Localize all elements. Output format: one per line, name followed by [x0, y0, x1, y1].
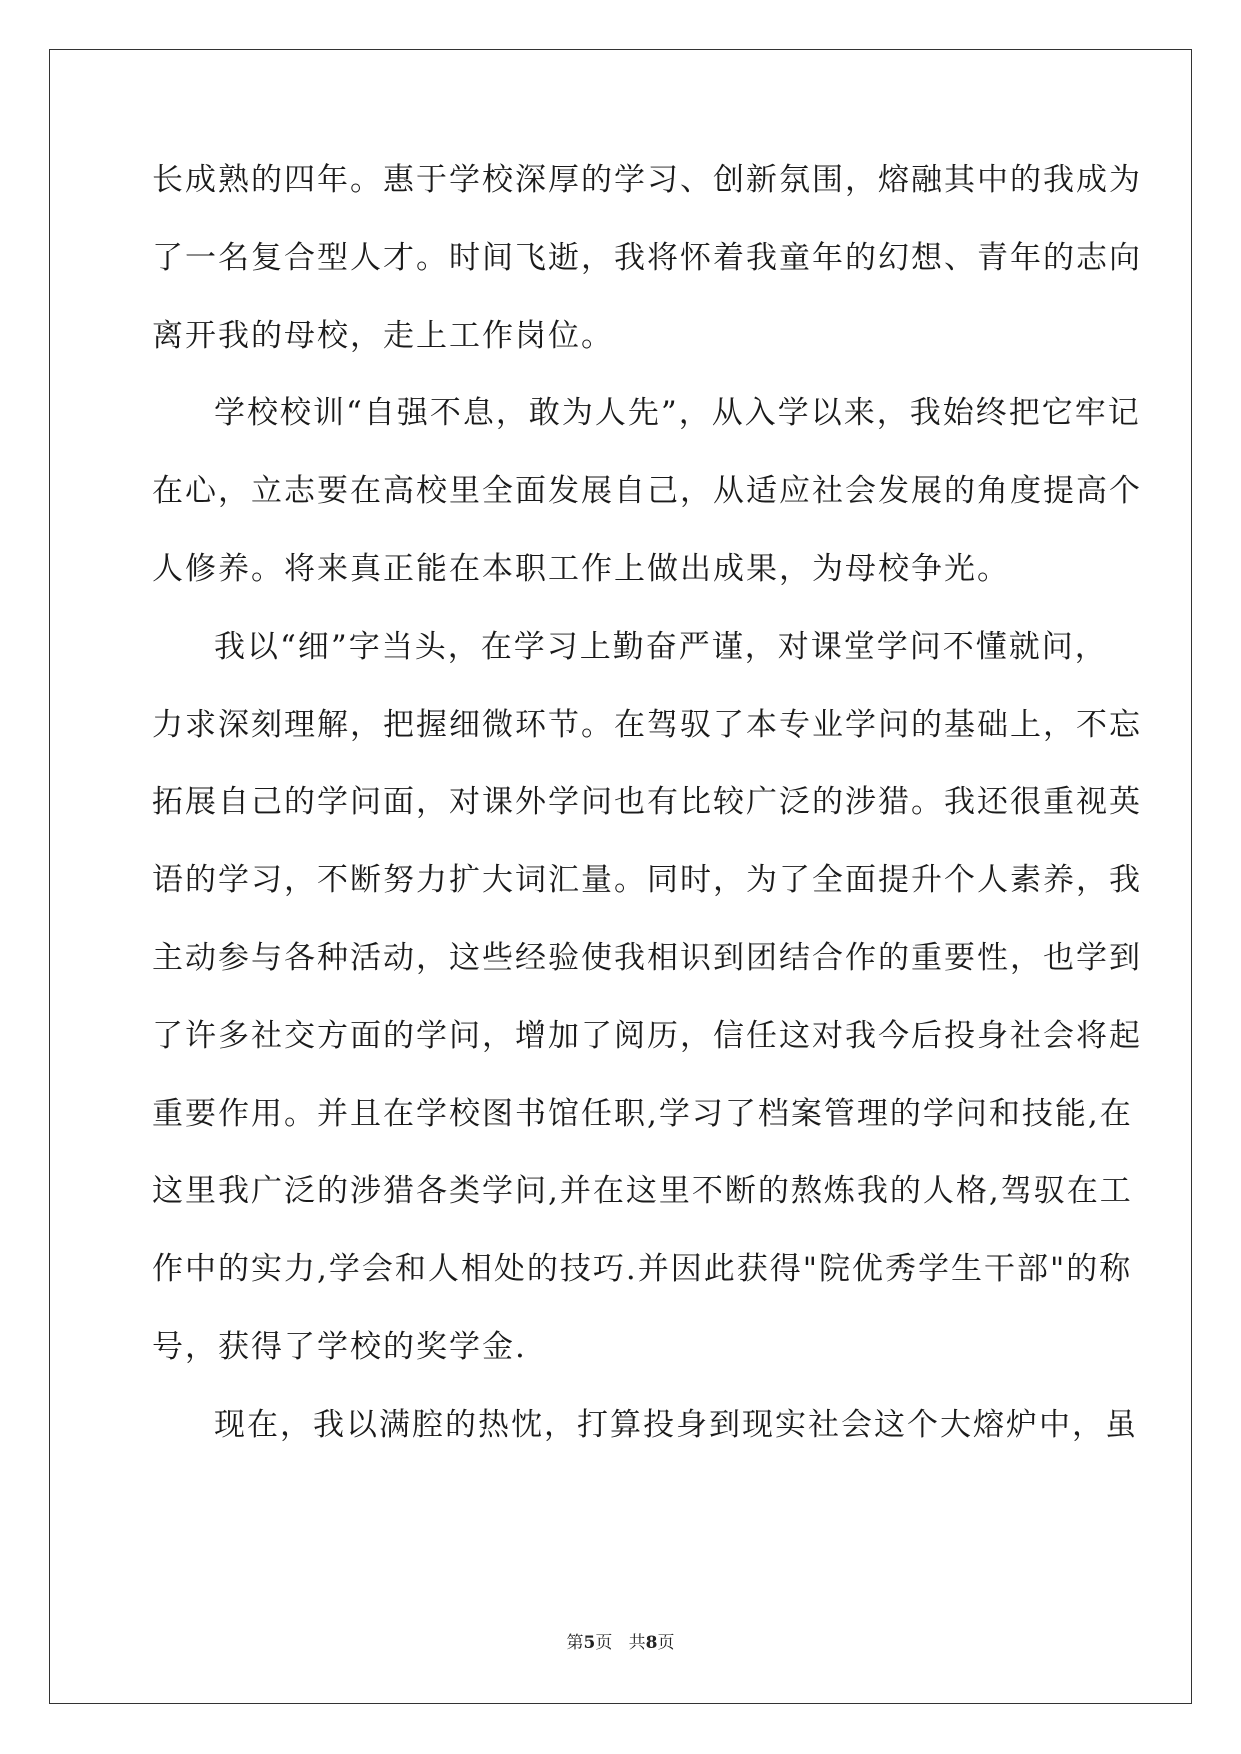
document-body — [152, 161, 1142, 1484]
text-line: 离开我的母校，走上工作岗位。 — [152, 317, 614, 354]
text-line: 了一名复合型人才。时间飞逝，我将怀着我童年的幻想、青年的志向 — [152, 239, 1142, 276]
text-line: 重要作用。并且在学校图书馆任职,学习了档案管理的学问和技能,在 — [152, 1095, 1133, 1132]
text-line: 这里我广泛的涉猎各类学问,并在这里不断的熬炼我的人格,驾驭在工 — [152, 1173, 1133, 1210]
footer-prefix: 第 — [566, 1633, 584, 1653]
text-line: 长成熟的四年。惠于学校深厚的学习、创新氛围，熔融其中的我成为 — [152, 162, 1142, 198]
footer-total-prefix: 共 — [628, 1633, 646, 1653]
text-line: 主动参与各种活动，这些经验使我相识到团结合作的重要性，也学到 — [152, 939, 1142, 976]
text-line: 在心，立志要在高校里全面发展自己，从适应社会发展的角度提高个 — [152, 473, 1142, 510]
text-line: 现在，我以满腔的热忱，打算投身到现实社会这个大熔炉中，虽 — [214, 1406, 1138, 1443]
footer-total-suffix: 页 — [657, 1633, 675, 1653]
current-page-number: 5 — [583, 1633, 596, 1653]
text-line: 拓展自己的学问面，对课外学问也有比较广泛的涉猎。我还很重视英 — [152, 784, 1142, 821]
footer-page-word: 页 — [595, 1633, 613, 1653]
page-footer — [0, 1628, 1241, 1653]
text-line: 作中的实力,学会和人相处的技巧.并因此获得"院优秀学生干部"的称 — [152, 1251, 1133, 1288]
text-line: 语的学习，不断努力扩大词汇量。同时，为了全面提升个人素养，我 — [152, 862, 1142, 899]
text-line: 人修养。将来真正能在本职工作上做出成果，为母校争光。 — [152, 550, 1010, 587]
text-line: 我以“细”字当头，在学习上勤奋严谨，对课堂学问不懂就问， — [214, 628, 1108, 665]
text-line: 力求深刻理解，把握细微环节。在驾驭了本专业学问的基础上，不忘 — [152, 706, 1142, 743]
total-pages-number: 8 — [645, 1633, 658, 1653]
text-line: 号，获得了学校的奖学金. — [152, 1328, 527, 1365]
text-line: 学校校训“自强不息，敢为人先”，从入学以来，我始终把它牢记 — [214, 395, 1141, 432]
text-line: 了许多社交方面的学问，增加了阅历，信任这对我今后投身社会将起 — [152, 1017, 1142, 1054]
